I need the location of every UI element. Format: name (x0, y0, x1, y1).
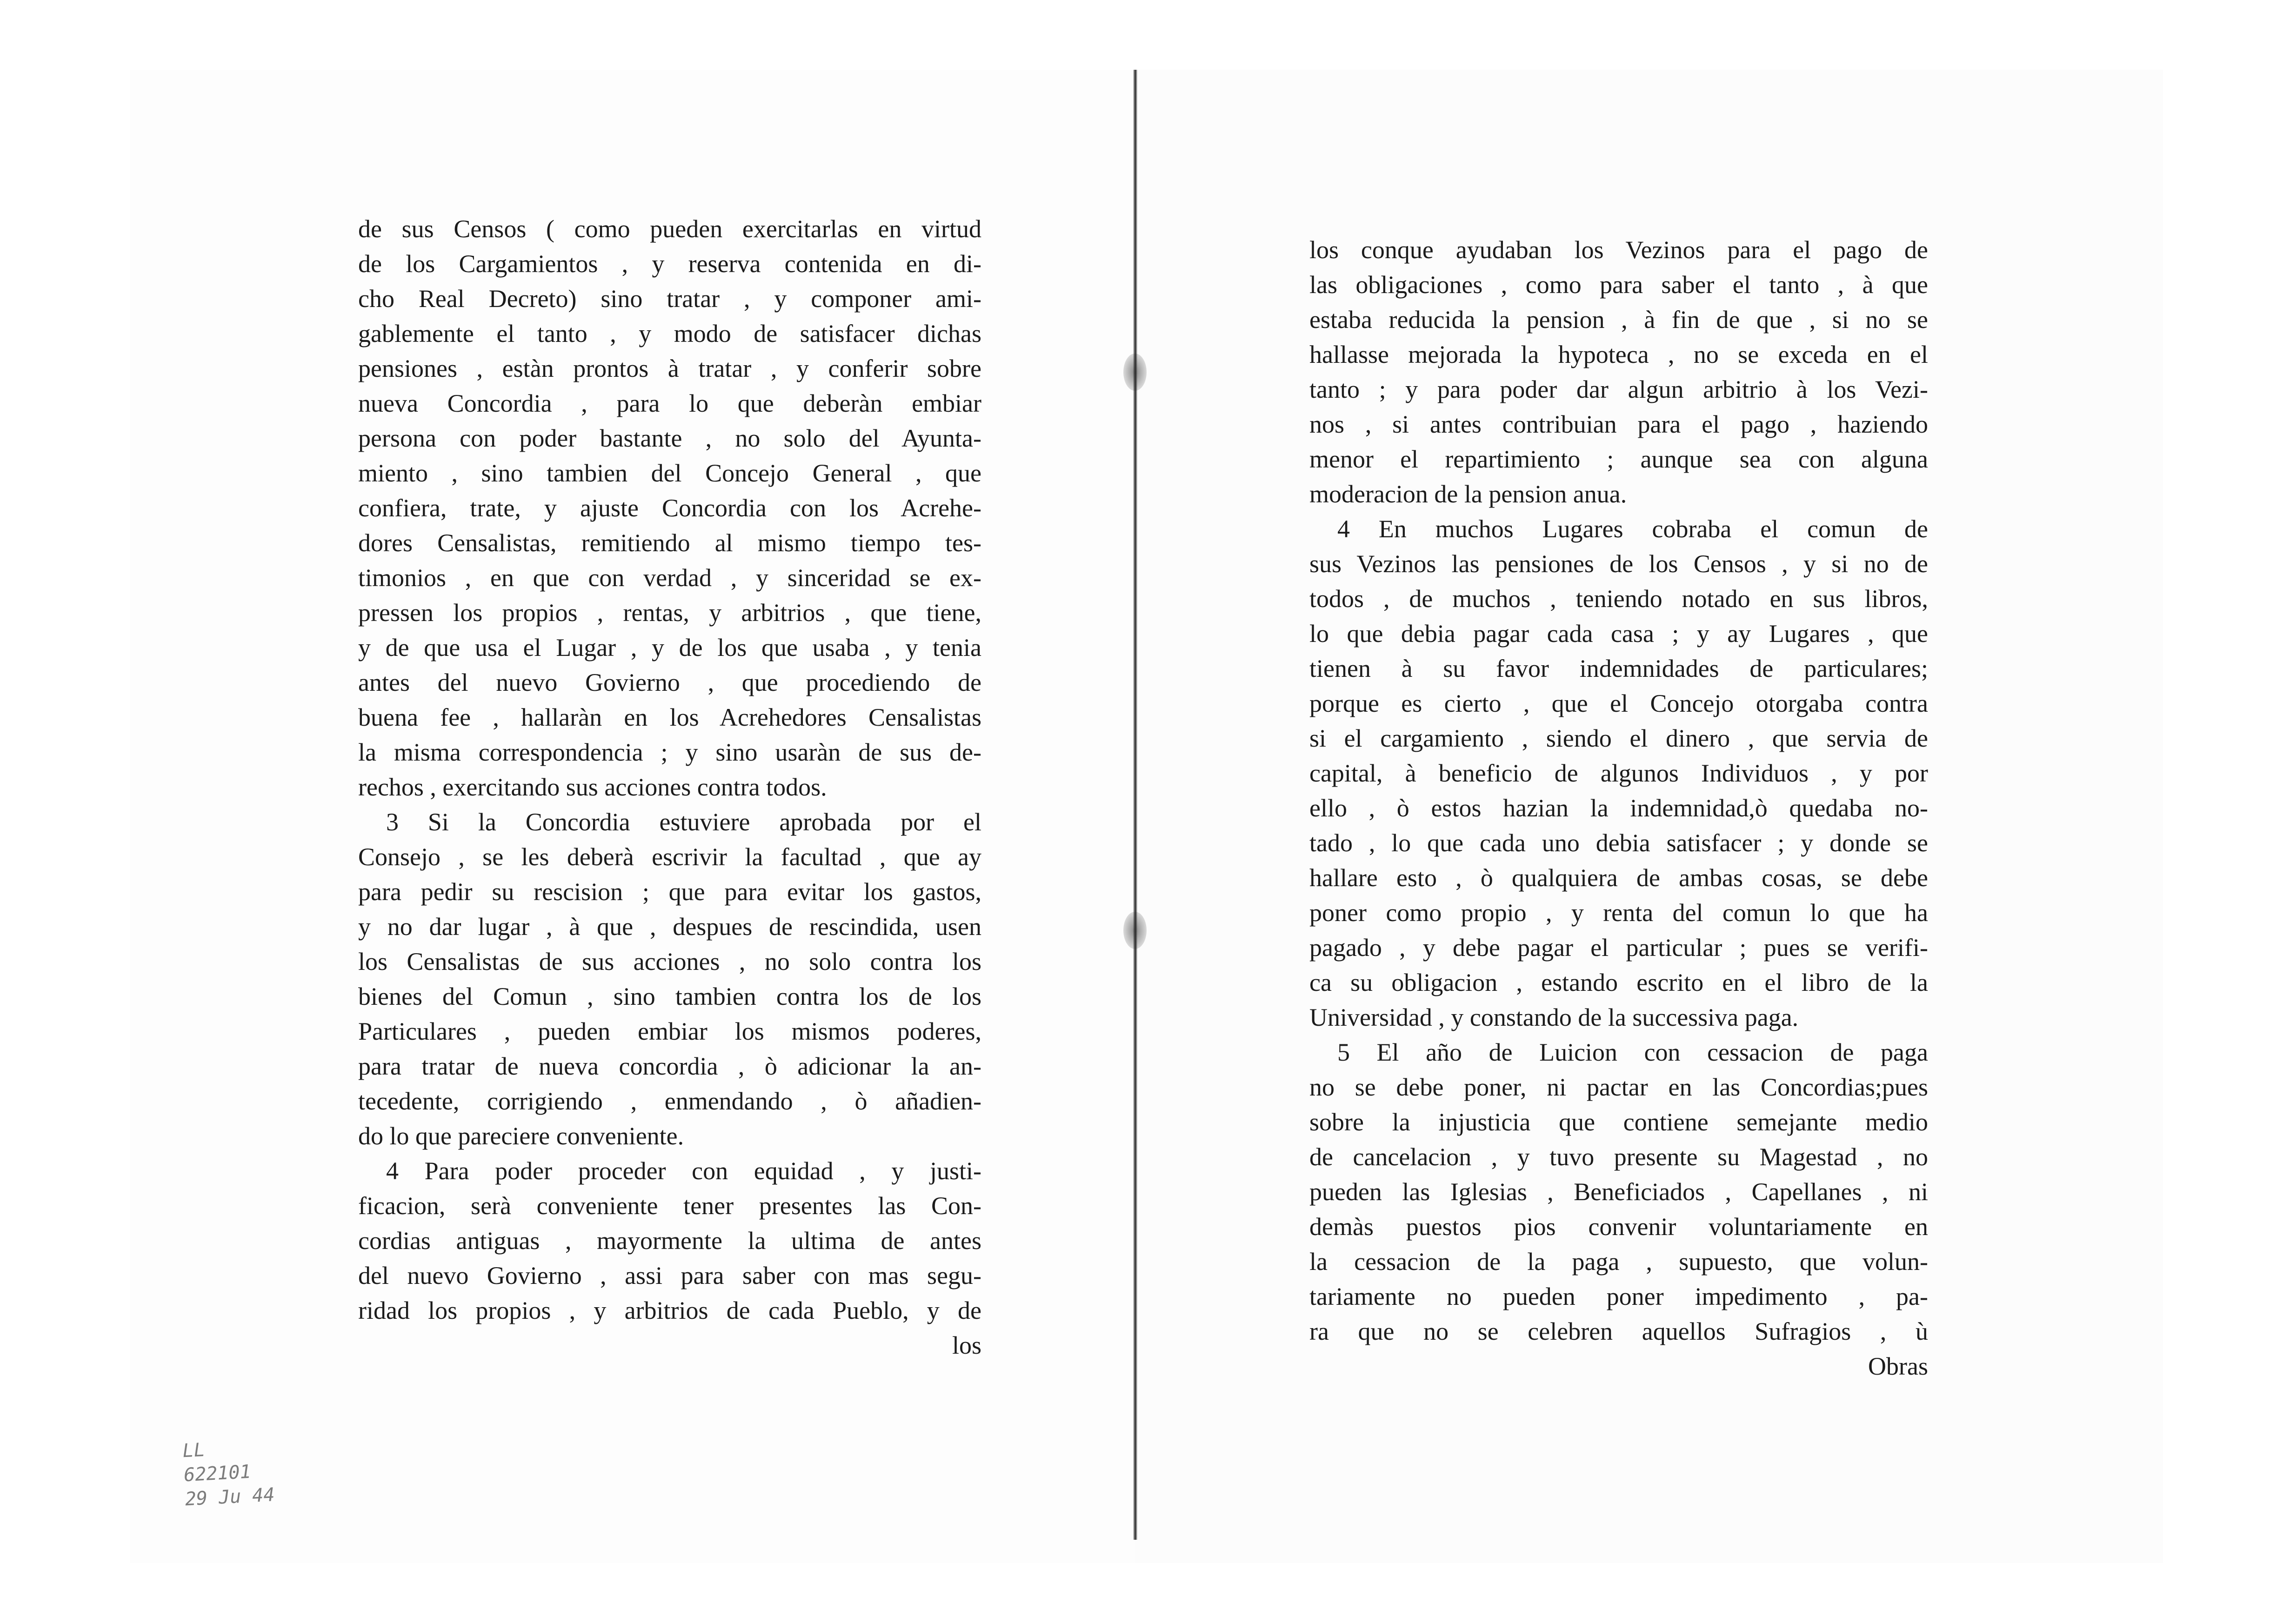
text-line: ridad los propios , y arbitrios de cada Pueblo, y de (358, 1296, 981, 1324)
text-line: dores Censalistas, remitiendo al mismo tiempo tes- (358, 529, 981, 557)
text-line: poner como propio , y renta del comun lo que ha (1309, 899, 1928, 927)
text-line: ra que no se celebren aquellos Sufragios , ù (1309, 1317, 1928, 1345)
paragraph-3-start: 3 Si la Concordia estuviere aprobada por el (386, 808, 981, 836)
shelfmark-line: 622101 (183, 1461, 252, 1486)
text-line: pagado , y debe pagar el particular ; pues se verifi- (1309, 934, 1928, 962)
ink-stain (1123, 354, 1147, 391)
text-line: tariamente no pueden poner impedimento , pa- (1309, 1283, 1928, 1310)
text-line: nos , si antes contribuian para el pago , haziendo (1309, 410, 1928, 438)
text-line: los Censalistas de sus acciones , no solo contra los (358, 948, 981, 975)
text-line: sus Vezinos las pensiones de los Censos , y si no de (1309, 550, 1928, 578)
text-line: cordias antiguas , mayormente la ultima de antes (358, 1227, 981, 1255)
text-line: las obligaciones , como para saber el tanto , à que (1309, 271, 1928, 299)
text-line: para pedir su rescision ; que para evitar los gastos, (358, 878, 981, 906)
text-line: para tratar de nueva concordia , ò adicionar la an- (358, 1052, 981, 1080)
text-line: si el cargamiento , siendo el dinero , que servia de (1309, 724, 1928, 752)
catchword: Obras (1868, 1352, 1928, 1380)
text-line: y de que usa el Lugar , y de los que usaba , y tenia (358, 634, 981, 661)
text-line: buena fee , hallaràn en los Acrehedores Censalistas (358, 703, 981, 731)
text-line: los conque ayudaban los Vezinos para el pago de (1309, 236, 1928, 264)
text-line: nueva Concordia , para lo que deberàn embiar (358, 389, 981, 417)
text-line: sobre la injusticia que contiene semejante medio (1309, 1108, 1928, 1136)
paragraph-4-start: 4 En muchos Lugares cobraba el comun de (1337, 515, 1928, 543)
text-line: capital, à beneficio de algunos Individuos , y por (1309, 759, 1928, 787)
text-line: no se debe poner, ni pactar en las Concordias;pues (1309, 1073, 1928, 1101)
text-line: timonios , en que con verdad , y sinceridad se ex- (358, 564, 981, 592)
text-line: de los Cargamientos , y reserva contenida en di- (358, 250, 981, 278)
text-line: Universidad , y constando de la successiva paga. (1309, 1003, 1799, 1031)
text-line: pressen los propios , rentas, y arbitrios , que tiene, (358, 599, 981, 627)
paragraph-5-start: 5 El año de Luicion con cessacion de paga (1337, 1038, 1928, 1066)
text-line: todos , de muchos , teniendo notado en sus libros, (1309, 585, 1928, 613)
text-line: antes del nuevo Govierno , que procediendo de (358, 668, 981, 696)
text-line: lo que debia pagar cada casa ; y ay Lugares , que (1309, 620, 1928, 648)
text-line: porque es cierto , que el Concejo otorgaba contra (1309, 689, 1928, 717)
text-line: tado , lo que cada uno debia satisfacer ; y donde se (1309, 829, 1928, 857)
text-line: confiera, trate, y ajuste Concordia con los Acrehe- (358, 494, 981, 522)
text-line: persona con poder bastante , no solo del Ayunta- (358, 424, 981, 452)
right-text-column (1309, 233, 1928, 1384)
text-line: ello , ò estos hazian la indemnidad,ò quedaba no- (1309, 794, 1928, 822)
paragraph-4-start: 4 Para poder proceder con equidad , y justi- (386, 1157, 981, 1185)
shelfmark-line: LL (182, 1439, 206, 1462)
text-line: hallare esto , ò qualquiera de ambas cosas, se debe (1309, 864, 1928, 892)
text-line: cho Real Decreto) sino tratar , y componer ami- (358, 285, 981, 313)
book-gutter (1133, 70, 1137, 1540)
text-line: moderacion de la pension anua. (1309, 480, 1627, 508)
text-line: miento , sino tambien del Concejo General , que (358, 459, 981, 487)
text-line: rechos , exercitando sus acciones contra todos. (358, 773, 827, 801)
text-line: estaba reducida la pension , à fin de que , si no se (1309, 306, 1928, 334)
text-line: Consejo , se les deberà escrivir la facultad , que ay (358, 843, 981, 871)
text-line: demàs puestos pios convenir voluntariamente en (1309, 1213, 1928, 1241)
text-line: hallasse mejorada la hypoteca , no se exceda en el (1309, 341, 1928, 368)
text-line: y no dar lugar , à que , despues de rescindida, usen (358, 913, 981, 941)
text-line: menor el repartimiento ; aunque sea con alguna (1309, 445, 1928, 473)
text-line: tienen à su favor indemnidades de particulares; (1309, 655, 1928, 682)
text-line: ficacion, serà conveniente tener presentes las Con- (358, 1192, 981, 1220)
text-line: la cessacion de la paga , supuesto, que volun- (1309, 1248, 1928, 1276)
ink-stain (1123, 912, 1147, 949)
text-line: gablemente el tanto , y modo de satisfacer dichas (358, 320, 981, 347)
text-line: ca su obligacion , estando escrito en el libro de la (1309, 969, 1928, 996)
text-line: la misma correspondencia ; y sino usaràn de sus de- (358, 738, 981, 766)
text-line: del nuevo Govierno , assi para saber con mas segu- (358, 1262, 981, 1289)
text-line: do lo que pareciere conveniente. (358, 1122, 684, 1150)
left-text-column (358, 212, 981, 1363)
text-line: de sus Censos ( como pueden exercitarlas en virtud (358, 215, 981, 243)
text-line: pueden las Iglesias , Beneficiados , Capellanes , ni (1309, 1178, 1928, 1206)
catchword: los (952, 1331, 981, 1359)
text-line: Particulares , pueden embiar los mismos poderes, (358, 1017, 981, 1045)
text-line: bienes del Comun , sino tambien contra los de los (358, 982, 981, 1010)
text-line: tanto ; y para poder dar algun arbitrio à los Vezi- (1309, 375, 1928, 403)
text-line: pensiones , estàn prontos à tratar , y conferir sobre (358, 354, 981, 382)
text-line: de cancelacion , y tuvo presente su Magestad , no (1309, 1143, 1928, 1171)
shelfmark-line: 29 Ju 44 (184, 1484, 275, 1510)
handwritten-shelfmark (182, 1431, 334, 1512)
text-line: tecedente, corrigiendo , enmendando , ò añadien- (358, 1087, 981, 1115)
